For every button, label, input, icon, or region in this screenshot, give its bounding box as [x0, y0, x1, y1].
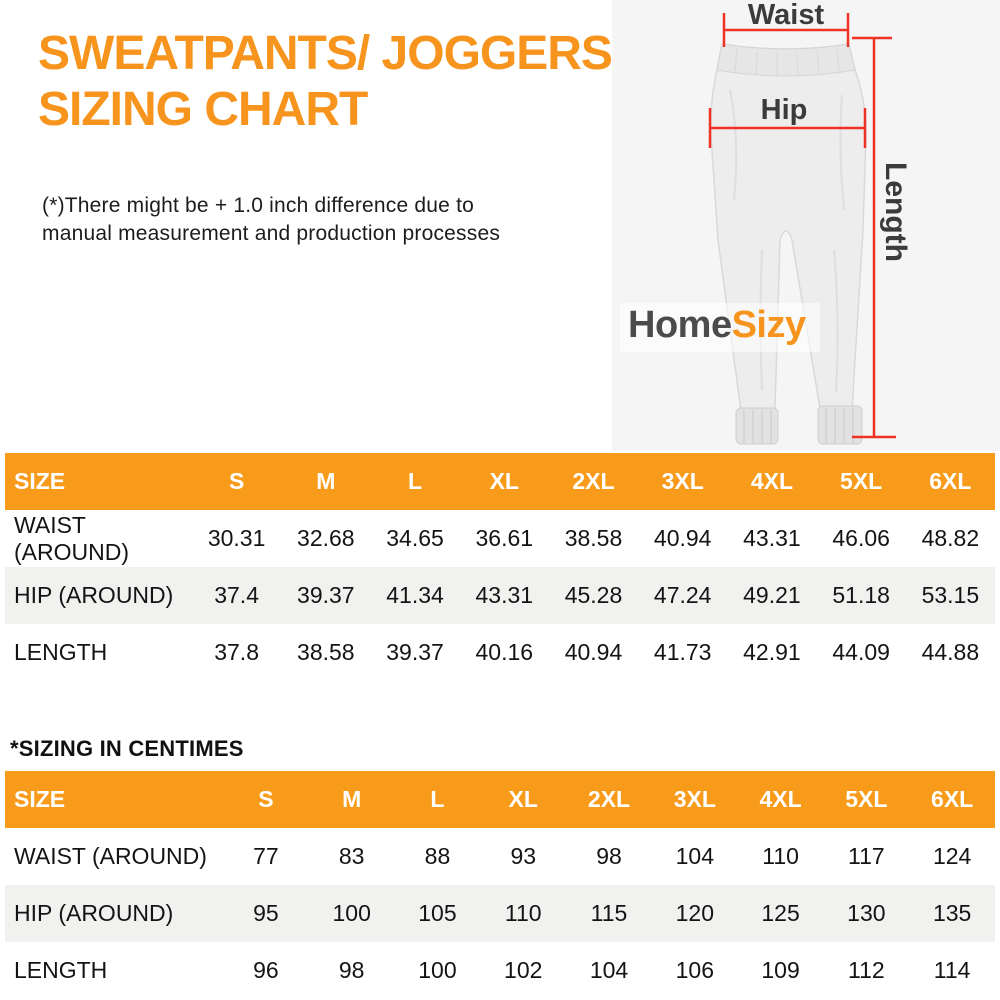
size-cell: 30.31: [207, 525, 266, 551]
table-row-length: [5, 942, 995, 999]
table-row-waist: [5, 510, 995, 567]
pants-illustration: [612, 0, 1000, 451]
size-cell: 42.91: [743, 639, 801, 665]
size-cell: 46.06: [832, 525, 890, 551]
size-cell: 98: [338, 957, 365, 983]
size-cell: 49.21: [743, 582, 801, 608]
size-cell: 34.65: [386, 525, 444, 551]
size-cell: 96: [253, 957, 279, 983]
cm-table-heading: *SIZING IN CENTIMES: [10, 736, 244, 761]
waist-label: Waist: [747, 0, 825, 31]
column-header-xl: XL: [489, 468, 519, 494]
size-cell: 39.37: [297, 582, 355, 608]
size-cell: 38.58: [564, 525, 623, 551]
measurement-disclaimer: [42, 192, 622, 248]
disclaimer-line2: manual measurement and production processes: [42, 222, 501, 245]
column-header-3xl: 3XL: [673, 786, 716, 812]
size-cell: 44.88: [921, 639, 980, 665]
size-cell: 40.16: [475, 639, 534, 665]
table-header-row: [5, 453, 995, 510]
size-cell: 125: [761, 900, 800, 926]
column-header-4xl: 4XL: [750, 468, 794, 494]
pants-waistband: [717, 44, 855, 76]
column-header-l: L: [430, 786, 445, 812]
size-cell: 112: [848, 957, 885, 983]
size-cell: 36.61: [475, 525, 534, 551]
row-label: WAIST (AROUND): [14, 843, 207, 869]
size-cell: 37.8: [214, 639, 259, 665]
sizing-table-cm: [5, 771, 995, 999]
size-cell: 41.34: [386, 582, 444, 608]
size-cell: 109: [761, 957, 800, 983]
size-cell: 83: [338, 843, 365, 869]
size-cell: 37.4: [214, 582, 259, 608]
size-cell: 95: [253, 900, 279, 926]
size-cell: 102: [504, 957, 543, 983]
size-cell: 47.24: [653, 582, 712, 608]
right-cuff: [818, 406, 862, 444]
size-cell: 40.94: [564, 639, 623, 665]
table-header-row: [5, 771, 995, 828]
size-cell: 32.68: [297, 525, 355, 551]
size-cell: 114: [933, 957, 971, 983]
table-row-hip: [5, 567, 995, 624]
column-header-4xl: 4XL: [759, 786, 802, 812]
table-row-length: [5, 624, 995, 681]
size-cell: 104: [589, 957, 629, 983]
size-cell: 45.28: [564, 582, 623, 608]
size-cell: 44.09: [832, 639, 890, 665]
size-cell: 43.31: [743, 525, 801, 551]
logo-home-text: Home: [628, 304, 732, 346]
row-label: LENGTH: [14, 639, 108, 665]
column-header-s: S: [228, 468, 245, 494]
column-header-size: SIZE: [14, 786, 66, 812]
size-cell: 38.58: [297, 639, 355, 665]
size-cell: 51.18: [832, 582, 890, 608]
size-cell: 40.94: [653, 525, 712, 551]
size-cell: 100: [332, 900, 371, 926]
size-cell: 104: [675, 843, 714, 869]
size-cell: 77: [253, 843, 279, 869]
table-row-hip: [5, 885, 995, 942]
length-label: Length: [879, 162, 912, 262]
column-header-5xl: 5XL: [840, 468, 883, 494]
column-header-m: M: [316, 468, 336, 494]
page-title: [38, 26, 638, 138]
size-cell: 115: [590, 900, 628, 926]
page-title-line1: SWEATPANTS/ JOGGERS: [38, 27, 612, 80]
column-header-2xl: 2XL: [572, 468, 615, 494]
sizing-table-inches: [5, 453, 995, 681]
column-header-s: S: [258, 786, 274, 812]
size-cell: 100: [418, 957, 457, 983]
size-cell: 98: [596, 843, 622, 869]
column-header-size: SIZE: [14, 468, 66, 494]
column-header-6xl: 6XL: [929, 468, 972, 494]
size-cell: 106: [675, 957, 714, 983]
column-header-xl: XL: [508, 786, 538, 812]
size-cell: 117: [848, 843, 885, 869]
column-header-l: L: [408, 468, 423, 494]
size-cell: 135: [932, 900, 972, 926]
column-header-2xl: 2XL: [587, 786, 631, 812]
page-title-line2: SIZING CHART: [38, 83, 368, 136]
row-label: LENGTH: [14, 957, 108, 983]
size-cell: 88: [424, 843, 451, 869]
size-cell: 110: [762, 843, 799, 869]
size-cell: 53.15: [921, 582, 980, 608]
size-cell: 105: [418, 900, 457, 926]
size-cell: 124: [932, 843, 972, 869]
row-label: WAIST (AROUND): [14, 511, 129, 565]
column-header-m: M: [342, 786, 362, 812]
pants-measurement-diagram: [612, 0, 1000, 451]
size-cell: 41.73: [653, 639, 712, 665]
size-cell: 93: [510, 843, 537, 869]
size-cell: 120: [675, 900, 714, 926]
disclaimer-line1: (*)There might be + 1.0 inch difference due to: [42, 194, 474, 217]
table-row-waist: [5, 828, 995, 885]
row-label: HIP (AROUND): [14, 582, 174, 608]
size-cell: 39.37: [386, 639, 444, 665]
row-label: HIP (AROUND): [14, 900, 174, 926]
column-header-3xl: 3XL: [661, 468, 704, 494]
hip-label: Hip: [760, 94, 808, 126]
size-cell: 43.31: [475, 582, 534, 608]
column-header-5xl: 5XL: [845, 786, 888, 812]
size-cell: 48.82: [921, 525, 980, 551]
size-cell: 130: [847, 900, 886, 926]
size-cell: 110: [504, 900, 542, 926]
brand-logo: [620, 303, 820, 352]
column-header-6xl: 6XL: [931, 786, 974, 812]
logo-sizy-text: Sizy: [731, 304, 806, 346]
